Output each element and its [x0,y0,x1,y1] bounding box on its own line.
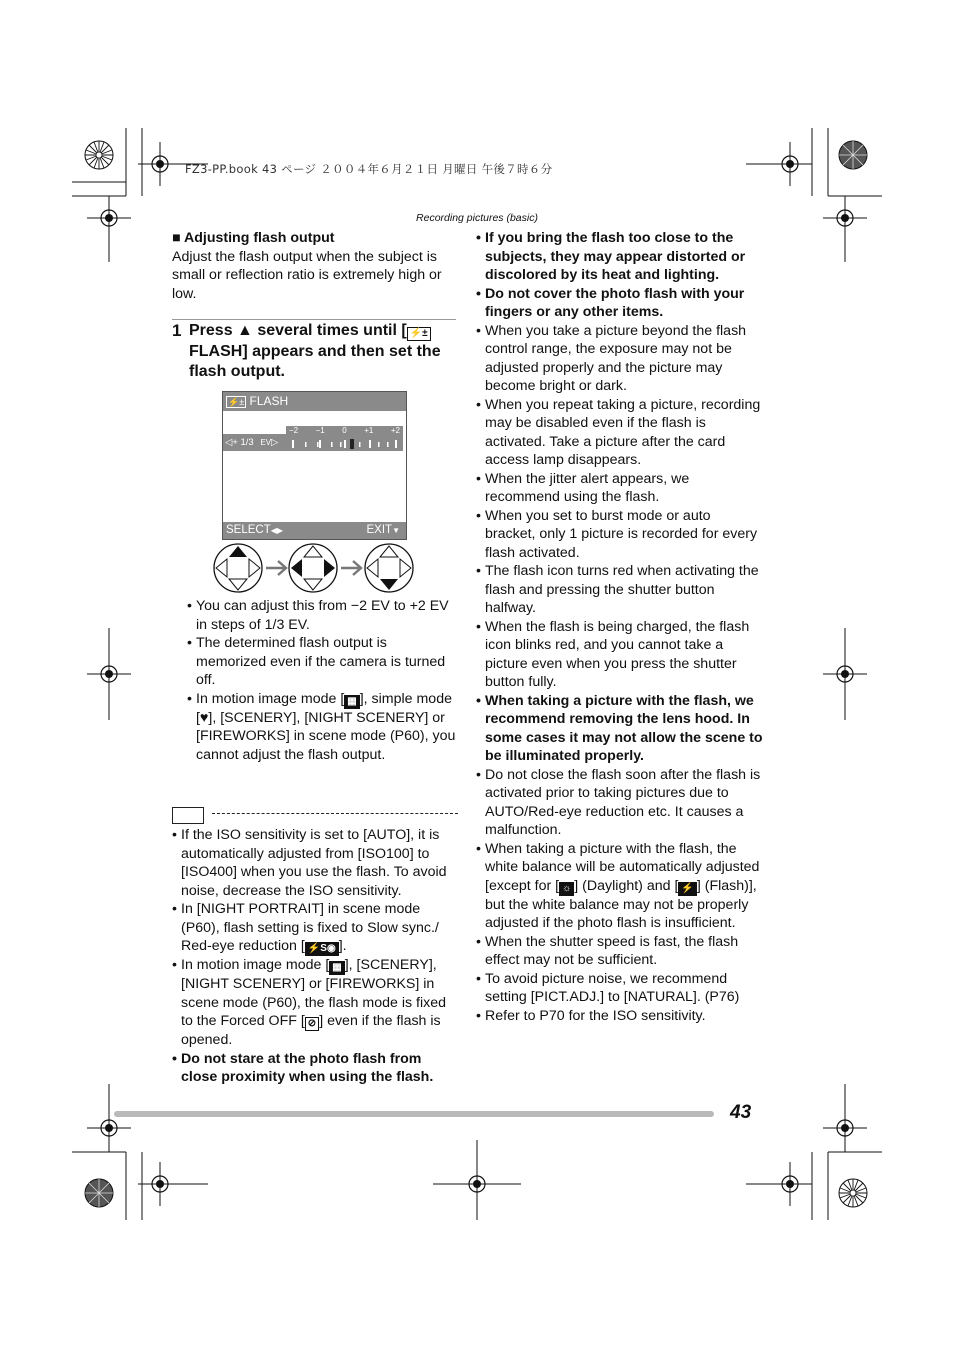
text-run: ] (Flash)], but the white balance may not be properly adjusted if the photo flash is insufficient. [485,877,757,931]
step-text-a: Press ▲ several times until [ [189,322,407,339]
flash-menu-screen [222,391,407,540]
arrow-right-icon [266,561,286,575]
right-arrow-icon: ▷ [271,437,279,448]
list-item: • When you set to burst mode or auto bracket, only 1 picture is recorded for every flash activated. [476,507,764,563]
step-notes [187,597,459,764]
list-item: • Do not cover the photo flash with your fingers or any other items. [476,285,764,322]
square-bullet-icon: ■ [172,230,184,246]
list-item: • Do not close the flash soon after the flash is activated prior to taking pictures due to AUTO/Red-eye reduction etc. It causes a malfunction. [476,766,764,840]
motion-image-icon: ▦ [329,961,344,975]
list-item [187,690,459,765]
scale-label: 0 [342,426,347,435]
ev-unit: EV [260,438,272,447]
down-arrow-icon: ▼ [392,526,400,535]
footer-rule [114,1111,714,1117]
text-run: ]. [338,938,347,954]
list-item [476,840,764,933]
ev-scale [286,426,403,451]
list-item: • When taking a picture with the flash, we recommend removing the lens hood. In some cases it may not allow the scene to be illuminated properly. [476,692,764,766]
text-run: ] even if the flash is opened. [181,1013,441,1048]
daylight-icon: ☼ [559,882,574,896]
flash-off-icon: ⊘ [305,1017,319,1031]
list-item: • If you bring the flash too close to the subjects, they may appear distorted or discolored by its heat and lighting. [476,229,764,285]
ev-row [223,426,406,451]
slow-sync-redeye-icon: ⚡S◉ [305,942,339,956]
screen-bottom-bar [223,522,406,539]
note-divider [212,813,458,814]
step-divider [172,319,456,320]
cursor-pad-down [365,544,413,592]
cursor-button-sequence [210,540,420,596]
list-item: • The flash icon turns red when activating the flash and pressing the shutter button halfway. [476,562,764,618]
flash-ev-icon: ⚡± [228,397,245,407]
scale-label: −1 [315,426,325,435]
notes-block [172,826,460,1087]
list-item: • You can adjust this from −2 EV to +2 EV in steps of 1/3 EV. [187,597,459,634]
text-run: In motion image mode [ [181,957,330,973]
ev-value-box [223,434,286,451]
flash-wb-icon: ⚡ [678,882,696,896]
flash-ev-icon: ⚡± [407,327,431,341]
arrow-right-icon [341,561,361,575]
step-1 [172,321,462,383]
step-text-b: FLASH] appears and then set the flash output. [189,342,441,380]
text-run: ], [SCENERY], [NIGHT SCENERY] or [FIREWORKS] in scene mode (P60), the flash mode is fixed to the Forced OFF [ [181,957,446,1029]
text-run: ], simple mode [ [196,690,452,726]
section-heading: Adjusting flash output [183,230,335,246]
list-item [172,956,460,1050]
scale-label: −2 [289,426,299,435]
list-item: • When you repeat taking a picture, recording may be disabled even if the flash is activated. Take a picture after the card access lamp disappears. [476,396,764,470]
page-number: 43 [730,1102,752,1123]
text-run: ], [SCENERY], [NIGHT SCENERY] or [FIREWORKS] in scene mode (P60), you cannot adjust the flash output. [196,709,456,763]
left-arrow-icon: ◁ [225,437,233,448]
screen-title-bar [223,392,406,411]
left-right-icon: ◀▶ [270,526,284,535]
list-item: • Refer to P70 for the ISO sensitivity. [476,1007,764,1026]
list-item: • When the flash is being charged, the flash icon blinks red, and you cannot take a picture even when you press the shutter button fully. [476,618,764,692]
list-item: • To avoid picture noise, we recommend setting [PICT.ADJ.] to [NATURAL]. (P76) [476,970,764,1007]
list-item [172,900,460,956]
text-run: When taking a picture with the flash, the white balance will be automatically adjusted [except for [ [485,840,760,894]
text-run: In [NIGHT PORTRAIT] in scene mode (P60), flash setting is fixed to Slow sync./ Red-eye reduction [ [181,901,439,954]
note-icon [172,807,204,824]
select-label: SELECT [226,524,271,536]
scale-label: +2 [390,426,400,435]
running-head: Recording pictures (basic) [416,212,538,224]
print-header: FZ3-PP.book 43 ページ ２００４年６月２１日 月曜日 午後７時６分 [185,162,553,176]
heart-icon: ♥ [199,709,209,726]
list-item: • The determined flash output is memorized even if the camera is turned off. [187,634,459,690]
ev-value: + 1/3 [232,437,254,448]
exit-label: EXIT [366,524,393,536]
right-column [476,229,764,1025]
list-item: • When the jitter alert appears, we recommend using the flash. [476,470,764,507]
list-item: • When the shutter speed is fast, the flash effect may not be sufficient. [476,933,764,970]
text-run: ] (Daylight) and [ [574,877,679,894]
scale-ticks [286,438,403,449]
list-item: • Do not stare at the photo flash from close proximity when using the flash. [172,1050,460,1087]
cursor-pad-up [214,544,262,592]
section-intro: Adjust the flash output when the subject is small or reflection ratio is extremely high or low. [172,248,442,302]
screen-title: FLASH [249,394,289,408]
section-adjusting-flash [172,229,462,303]
scale-label: +1 [364,426,374,435]
step-number: 1 [172,321,182,340]
text-run: In motion image mode [ [196,690,345,707]
list-item: • When you take a picture beyond the flash control range, the exposure may not be adjusted properly and the picture may become bright or dark. [476,322,764,396]
motion-image-icon: ▦ [344,695,359,709]
list-item: • If the ISO sensitivity is set to [AUTO], it is automatically adjusted from [ISO100] to [ISO400] when you use the flash. To avoid noise, decrease the ISO sensitivity. [172,826,460,900]
cursor-pad-left-right [289,544,337,592]
